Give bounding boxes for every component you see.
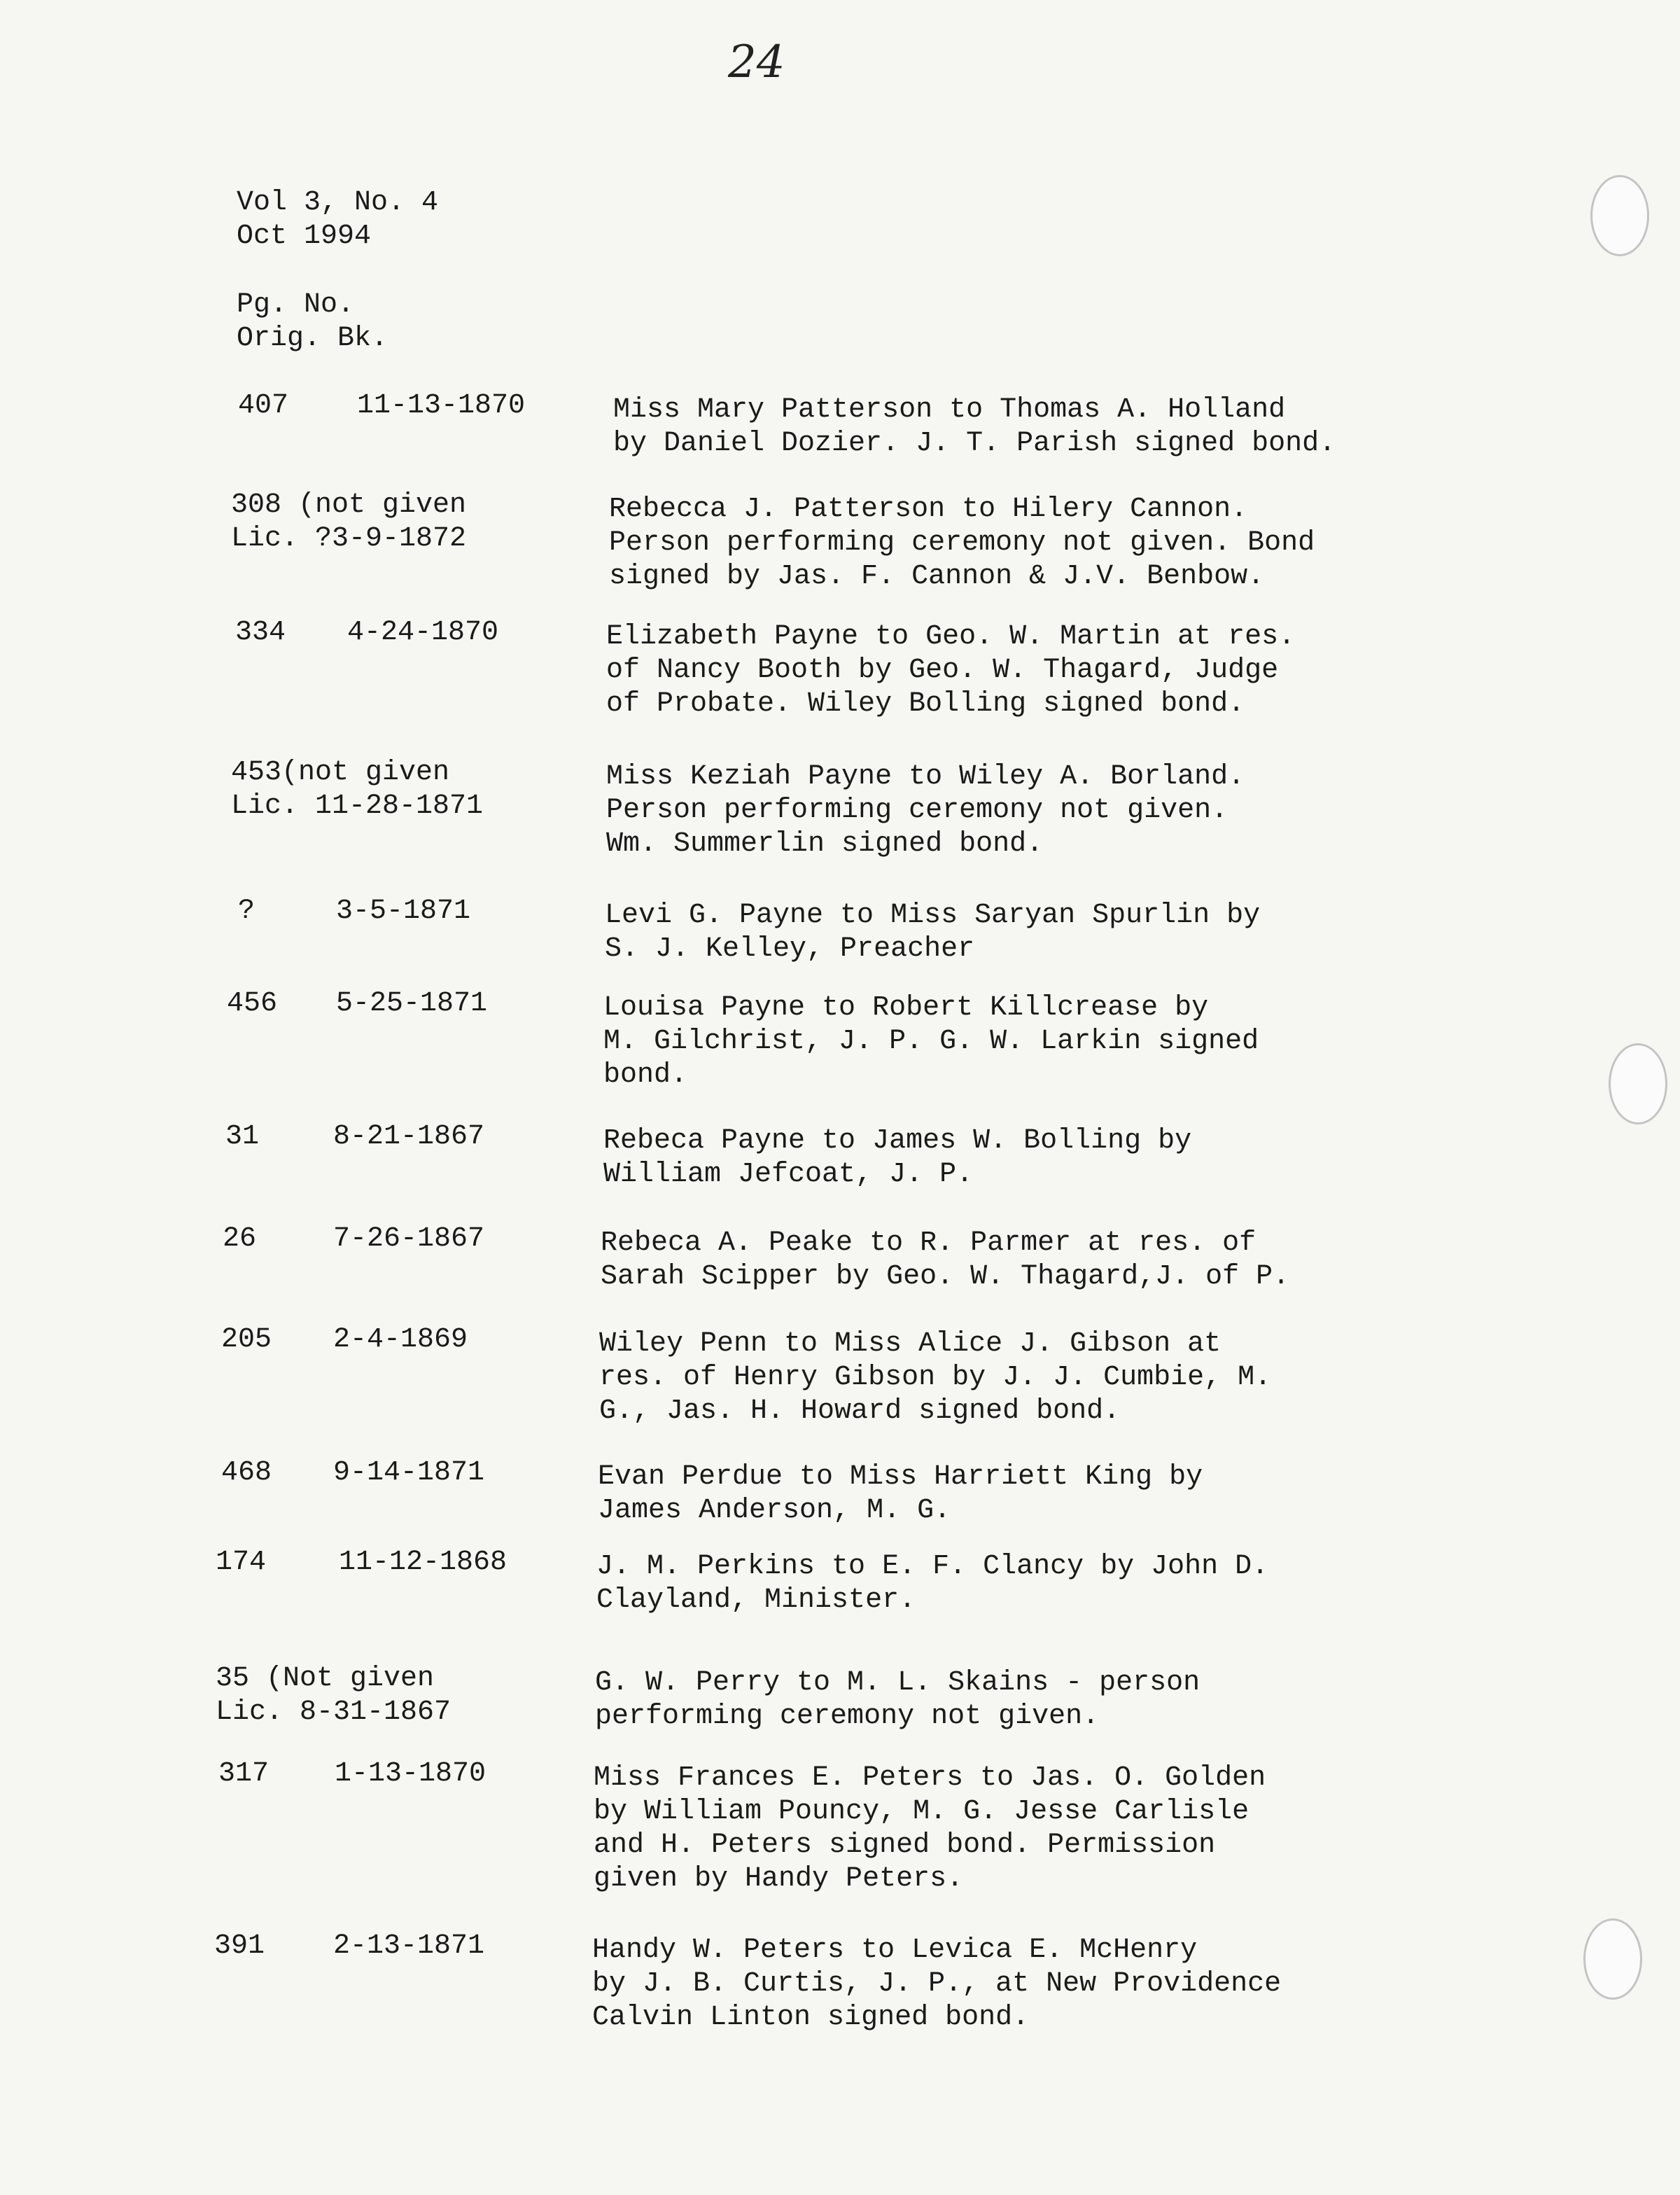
entry-text-line: G., Jas. H. Howard signed bond. xyxy=(599,1395,1121,1427)
entry-text-line: J. M. Perkins to E. F. Clancy by John D. xyxy=(596,1551,1269,1582)
entry-page-number: 205 xyxy=(221,1324,272,1356)
entry-text-line: Handy W. Peters to Levica E. McHenry xyxy=(592,1935,1198,1966)
entry-text-line: G. W. Perry to M. L. Skains - person xyxy=(595,1667,1200,1699)
entry-text-line: Person performing ceremony not given. xyxy=(606,795,1228,826)
entry-description xyxy=(601,1227,1289,1294)
entry-text-line: of Nancy Booth by Geo. W. Thagard, Judge xyxy=(606,655,1279,686)
entry-text-line: Rebeca Payne to James W. Bolling by xyxy=(603,1125,1192,1157)
entry-text-line: Person performing ceremony not given. Bond xyxy=(609,527,1315,559)
entry-text-line: by William Pouncy, M. G. Jesse Carlisle xyxy=(594,1796,1250,1827)
entry-text-line: by Daniel Dozier. J. T. Parish signed bond. xyxy=(613,428,1336,459)
entry-description xyxy=(595,1666,1200,1734)
handwritten-page-number: 24 xyxy=(728,36,785,88)
entry-license-note: Lic. 11-28-1871 xyxy=(231,790,484,822)
entry-text-line: res. of Henry Gibson by J. J. Cumbie, M. xyxy=(599,1362,1272,1393)
entry-text-line: Rebecca J. Patterson to Hilery Cannon. xyxy=(609,494,1248,525)
entry-page-number: 35 (Not given xyxy=(216,1663,435,1694)
entry-text-line: given by Handy Peters. xyxy=(594,1863,964,1895)
punch-hole-top xyxy=(1590,175,1649,256)
entry-description xyxy=(599,1328,1271,1428)
entry-page-number: 26 xyxy=(223,1223,257,1255)
entry-text-line: by J. B. Curtis, J. P., at New Providence xyxy=(592,1968,1282,2000)
entry-description xyxy=(606,620,1295,721)
entry-text-line: Wm. Summerlin signed bond. xyxy=(606,828,1044,860)
entry-page-number: 308 (not given xyxy=(231,489,467,521)
entry-description xyxy=(596,1550,1268,1617)
entry-page-number: 453(not given xyxy=(231,757,450,788)
entry-description xyxy=(592,1934,1281,2035)
issue-date: Oct 1994 xyxy=(237,221,372,252)
entry-text-line: Calvin Linton signed bond. xyxy=(592,2002,1030,2033)
entry-text-line: of Probate. Wiley Bolling signed bond. xyxy=(606,688,1245,720)
entry-text-line: Levi G. Payne to Miss Saryan Spurlin by xyxy=(605,900,1261,931)
entry-license-note: Lic. ?3-9-1872 xyxy=(231,523,467,555)
entry-text-line: M. Gilchrist, J. P. G. W. Larkin signed xyxy=(603,1026,1259,1057)
entry-text-line: Sarah Scipper by Geo. W. Thagard,J. of P. xyxy=(601,1261,1290,1292)
entry-text-line: Miss Frances E. Peters to Jas. O. Golden xyxy=(594,1762,1266,1794)
entry-description xyxy=(594,1762,1266,1896)
entry-date: 8-21-1867 xyxy=(333,1121,485,1152)
entry-page-number: 317 xyxy=(218,1758,270,1790)
entry-page-number: 391 xyxy=(214,1930,265,1962)
entry-page-number: 31 xyxy=(225,1121,260,1152)
entry-text-line: Elizabeth Payne to Geo. W. Martin at res. xyxy=(606,621,1296,653)
punch-hole-bottom xyxy=(1583,1918,1642,2000)
entry-description xyxy=(598,1461,1203,1528)
entry-text-line: William Jefcoat, J. P. xyxy=(603,1159,974,1190)
entry-page-number: 334 xyxy=(235,617,286,648)
column-label-page-number: Pg. No. xyxy=(237,289,355,321)
entry-date: 2-13-1871 xyxy=(333,1930,485,1962)
entry-text-line: Louisa Payne to Robert Killcrease by xyxy=(603,992,1209,1024)
entry-description xyxy=(606,760,1245,861)
entry-date: 9-14-1871 xyxy=(333,1457,485,1489)
entry-date: 11-13-1870 xyxy=(357,390,526,421)
entry-date: 5-25-1871 xyxy=(336,988,488,1019)
entry-text-line: Wiley Penn to Miss Alice J. Gibson at xyxy=(599,1328,1222,1360)
entry-page-number: 468 xyxy=(221,1457,272,1489)
punch-hole-middle xyxy=(1609,1043,1667,1124)
entry-text-line: James Anderson, M. G. xyxy=(598,1495,951,1526)
entry-date: 4-24-1870 xyxy=(347,617,499,648)
entry-description xyxy=(613,393,1336,461)
entry-text-line: signed by Jas. F. Cannon & J.V. Benbow. xyxy=(609,561,1265,592)
entry-text-line: Miss Mary Patterson to Thomas A. Holland xyxy=(613,394,1286,426)
entry-text-line: Rebeca A. Peake to R. Parmer at res. of xyxy=(601,1227,1256,1259)
entry-page-number: 456 xyxy=(227,988,278,1019)
entry-text-line: Evan Perdue to Miss Harriett King by xyxy=(598,1461,1203,1493)
entry-license-note: Lic. 8-31-1867 xyxy=(216,1696,451,1728)
entry-date: 2-4-1869 xyxy=(333,1324,468,1356)
entry-description xyxy=(609,493,1315,594)
entry-page-number: ? xyxy=(238,896,255,927)
entry-description xyxy=(603,991,1259,1092)
entry-date: 7-26-1867 xyxy=(333,1223,485,1255)
entry-page-number: 407 xyxy=(238,390,289,421)
entry-date: 11-12-1868 xyxy=(339,1547,507,1578)
entry-description xyxy=(603,1124,1191,1192)
entry-text-line: performing ceremony not given. xyxy=(595,1701,1100,1732)
entry-text-line: bond. xyxy=(603,1059,688,1091)
column-label-original-book: Orig. Bk. xyxy=(237,323,388,354)
entry-text-line: Miss Keziah Payne to Wiley A. Borland. xyxy=(606,761,1245,793)
entry-page-number: 174 xyxy=(216,1547,267,1578)
entry-date: 1-13-1870 xyxy=(335,1758,486,1790)
entry-description xyxy=(605,899,1260,966)
entry-text-line: S. J. Kelley, Preacher xyxy=(605,933,975,965)
entry-text-line: and H. Peters signed bond. Permission xyxy=(594,1830,1216,1861)
volume-label: Vol 3, No. 4 xyxy=(237,187,439,218)
entry-text-line: Clayland, Minister. xyxy=(596,1584,916,1616)
entry-date: 3-5-1871 xyxy=(336,896,471,927)
